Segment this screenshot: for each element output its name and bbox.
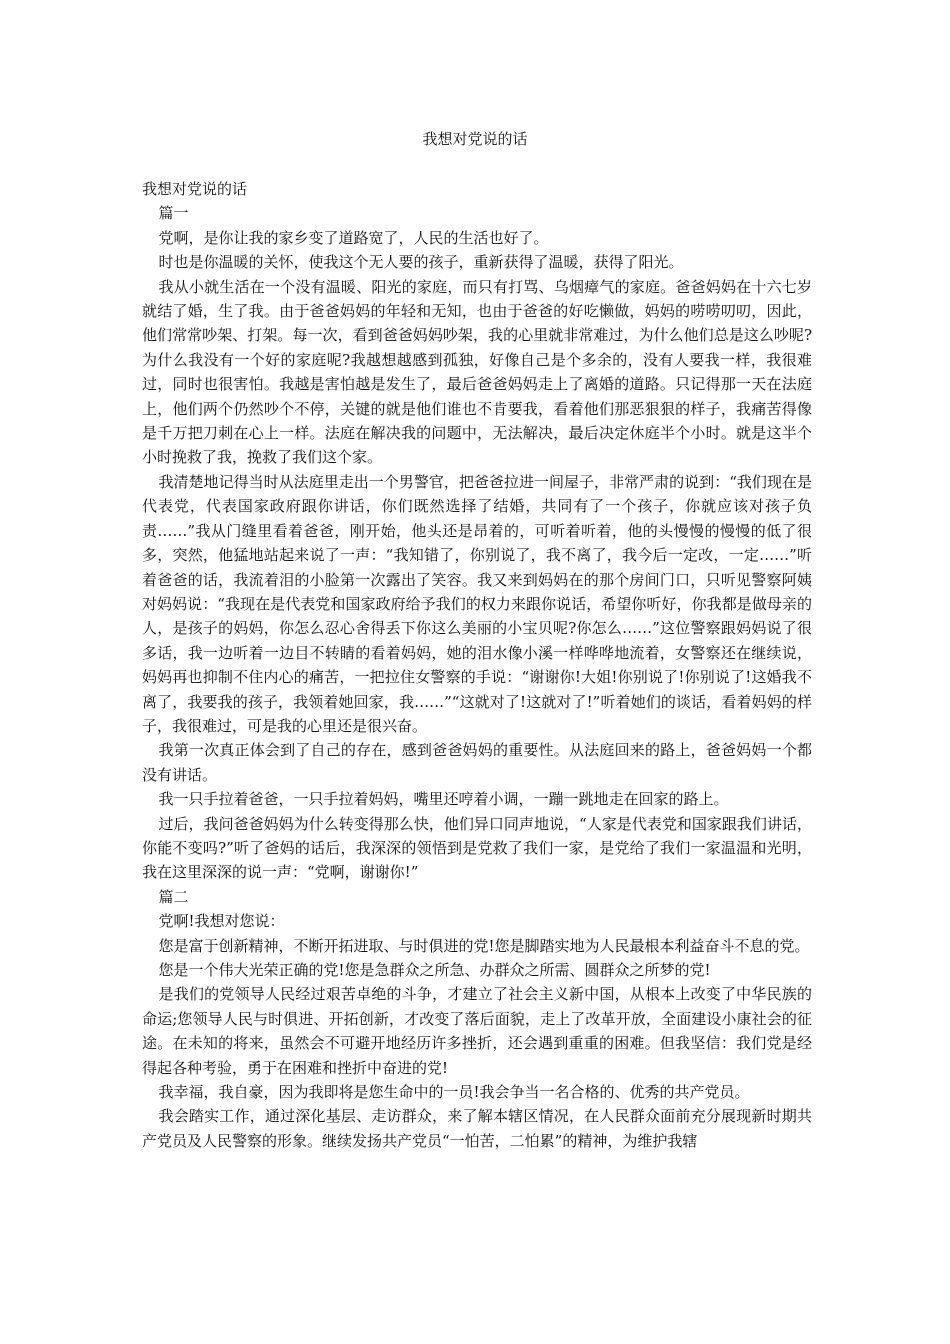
- paragraph: 时也是你温暖的关怀，使我这个无人要的孩子，重新获得了温暖，获得了阳光。: [158, 253, 684, 272]
- paragraph: 我幸福，我自豪，因为我即将是您生命中的一员!我会争当一名合格的、优秀的共产党员。: [158, 1083, 750, 1102]
- document-title: 我想对党说的话: [422, 130, 528, 148]
- paragraph: 您是一个伟大光荣正确的党!您是急群众之所急、办群众之所需、圆群众之所梦的党!: [158, 961, 711, 979]
- body-heading: 我想对党说的话: [142, 180, 248, 198]
- paragraph: 我第一次真正体会到了自己的存在，感到爸爸妈妈的重要性。从法庭回来的路上，爸爸妈妈一个都没有讲话。: [142, 741, 812, 784]
- section-label-2: 篇二: [158, 887, 189, 906]
- paragraph: 我一只手拉着爸爸，一只手拉着妈妈，嘴里还哼着小调，一蹦一跳地走在回家的路上。: [158, 790, 729, 809]
- paragraph: 我从小就生活在一个没有温暖、阳光的家庭，而只有打骂、乌烟瘴气的家庭。爸爸妈妈在十六七岁就结了婚，生了我。由于爸爸妈妈的年轻和无知，也由于爸爸的好吃懒做，妈妈的唠唠叨叨，因此，他们常常吵架、打架。每一次，看到爸爸妈妈吵架，我的心里就非常难过，为什么他们总是这么吵呢?为什么我没有一个好的家庭呢?我越想越感到孤独，好像自己是个多余的，没有人要我一样，我很难过，同时也很害怕。我越是害怕越是发生了，最后爸爸妈妈走上了离婚的道路。只记得那一天在法庭上，他们两个仍然吵个不停，关键的就是他们谁也不肯要我，看着他们那恶狠狠的样子，我痛苦得像是千万把刀刺在心上一样。法庭在解决我的问题中，无法解决，最后决定休庭半个小时。就是这半个小时挽救了我，挽救了我们这个家。: [142, 277, 812, 467]
- paragraph: 我清楚地记得当时从法庭里走出一个男警官，把爸爸拉进一间屋子，非常严肃的说到：“我们现在是代表党，代表国家政府跟你讲话，你们既然选择了结婚，共同有了一个孩子，你就应该对孩子负责……”我从门缝里看着爸爸，刚开始，他头还是昂着的，可听着听着，他的头慢慢的慢慢的低了很多，突然，他猛地站起来说了一声：“我知错了，你别说了，我不离了，我今后一定改，一定……”听着爸爸的话，我流着泪的小脸第一次露出了笑容。我又来到妈妈在的那个房间门口，只听见警察阿姨对妈妈说：“我现在是代表党和国家政府给予我们的权力来跟你说话，希望你听好，你我都是做母亲的人，是孩子的妈妈，你怎么忍心舍得丢下你这么美丽的小宝贝呢?你怎么……”这位警察跟妈妈说了很多话，我一边听着一边目不转睛的看着妈妈，她的泪水像小溪一样哗哗地流着，女警察还在继续说，妈妈再也抑制不住内心的痛苦，一把拉住女警察的手说：“谢谢你!大姐!你别说了!你别说了!这婚我不离了，我要我的孩子，我领着她回家，我……”“这就对了!这就对了!”听着她们的谈话，看着妈妈的样子，我很难过，可是我的心里还是很兴奋。: [142, 472, 812, 735]
- paragraph: 是我们的党领导人民经过艰苦卓绝的斗争，才建立了社会主义新中国，从根本上改变了中华民族的命运;您领导人民与时俱进、开拓创新，才改变了落后面貌，走上了改革开放，全面建设小康社会的征途。在未知的将来，虽然会不可避开地经历许多挫折，还会遇到重重的困难。但我坚信：我们党是经得起各种考验，勇于在困难和挫折中奋进的党!: [142, 985, 812, 1077]
- paragraph: 过后，我问爸爸妈妈为什么转变得那么快，他们异口同声地说，“人家是代表党和国家跟我们讲话，你能不变吗?”听了爸妈的话后，我深深的领悟到是党救了我们一家，是党给了我们一家温温和光明，我在这里深深的说一声：“党啊，谢谢你!”: [142, 814, 812, 882]
- section-label-1: 篇一: [158, 204, 189, 223]
- paragraph: 我会踏实工作，通过深化基层、走访群众，来了解本辖区情况，在人民群众面前充分展现新时期共产党员及人民警察的形象。继续发扬共产党员“一怕苦，二怕累”的精神，为维护我辖: [142, 1107, 812, 1150]
- paragraph: 您是富于创新精神，不断开拓进取、与时俱进的党!您是脚踏实地为人民最根本利益奋斗不息的党。: [158, 936, 810, 955]
- paragraph: 党啊，是你让我的家乡变了道路宽了，人民的生活也好了。: [158, 228, 549, 247]
- paragraph: 党啊!我想对您说：: [158, 912, 285, 931]
- document-body: [142, 177, 812, 1153]
